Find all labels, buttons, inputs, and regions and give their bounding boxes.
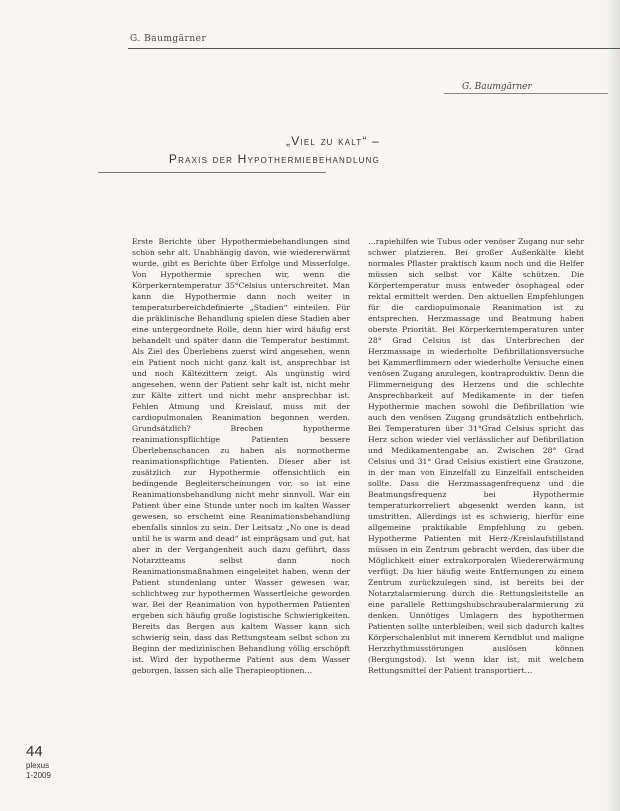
article-title: [80, 132, 380, 168]
header-rule: [128, 48, 620, 49]
body-column-left: [132, 236, 350, 676]
article-title-line1: „Viel zu kalt“ –: [286, 134, 380, 148]
body-text-left: Erste Berichte über Hypothermiebehandlungen sind schon sehr alt. Unabhängig davon, wie wiedererwärmt wurde, gibt es Berichte über Erfolge und Misserfolge. Von Hypothermie sprechen wir, wenn die Körperkerntemperatur 35°Celsius unterschreitet. Man kann die Hypothermie dann noch weiter in temperaturbereichdefinierte „Stadien“ einteilen. Für die präklinische Behandlung spielen diese Stadien aber eine untergeordnete Rolle, denn hier wird häufig erst behandelt und später dann die Temperatur bestimmt. Als Ziel des Überlebens zuerst wird angesehen, wenn ein Patient noch nicht ganz kalt ist, ansprechbar ist und noch Kältezittern zeigt. Als ungünstig wird angesehen, wenn der Patient sehr kalt ist, nicht mehr zur Kälte zittert und nicht mehr ansprechbar ist. Fehlen Atmung und Kreislauf, muss mit der cardiopulmonalen Reanimation begonnen werden. Grundsätzlich? Brechen hypotherme reanimationspflichtige Patienten bessere Überlebenschancen zu haben als normotherme reanimationspflichtige Patienten. Dieser aber ist zusätzlich zur Hypothermie offensichtlich ein bedingende Begleiterscheinungen vor, so ist eine Reanimationsbehandlung nicht mehr sinnvoll. War ein Patient über eine Stunde unter noch im kalten Wasser gewesen, so erscheint eine Reanimationsbehandlung ebenfalls sinnlos zu sein. Der Leitsatz „No one is dead until he is warm and dead“ ist einprägsam und gut, hat aber in der Vergangenheit auch dazu geführt, dass Notarztteams selbst dann noch Reanimationsmaßnahmen eingeleitet haben, wenn der Patient stundenlang unter Wasser gewesen war, schlichtweg zur hypothermen Wassertleiche geworden war. Bei der Reanimation von hypothermen Patienten ergeben sich häufig große logistische Schwierigkeiten. Bereits das Bergen aus kaltem Wasser kann sich schwierig sein, dass das Rettungsteam selbst schon zu Beginn der medizinischen Behandlung völlig erschöpft ist. Wird der hypotherme Patient aus dem Wasser geborgen, lassen sich alle Therapieoptionen…: [132, 237, 350, 675]
page-footer-sidebar: [26, 744, 66, 781]
journal-name: plexus: [26, 761, 50, 770]
page-number: 44: [26, 743, 43, 760]
issue-number: 1-2009: [26, 771, 51, 780]
page-edge-shadow: [606, 0, 620, 811]
body-column-right: [368, 236, 584, 676]
article-title-line2: Praxis der Hypothermiebehandlung: [168, 152, 380, 166]
running-header-author: G. Baumgärner: [130, 34, 207, 44]
title-rule: [98, 172, 326, 173]
author-rule: [444, 93, 608, 94]
article-author: G. Baumgärner: [462, 82, 532, 92]
body-text-right: …rapiehilfen wie Tubus oder venöser Zugang nur sehr schwer platzieren. Bei großer Außenkälte klebt normales Pflaster praktisch kaum noch und die Helfer müssen sich selbst vor Kälte schützen. Die Körpertemperatur muss entweder ösophageal oder rektal ermittelt werden. Den aktuellen Empfehlungen für die cardiopulmonale Reanimation ist zu entsprechen. Herzmassage und Beatmung haben oberste Priorität. Bei Körperkerntemperaturen unter 28° Grad Celsius ist das Unterbrechen der Herzmassage in wiederholte Defibrillationsversuche bei Kammerflimmern oder wiederholte Versuche einen venösen Zugang anzulegen, kontraproduktiv. Denn die Flimmerneigung des Herzens und die schlechte Ansprechbarkeit auf Medikamente in der tiefen Hypothermie machen sowohl die Defibrillation wie auch den venösen Zugang grundsätzlich entbehrlich. Bei Temperaturen über 31°Grad Celsius spricht das Herz schon wieder viel verlässlicher auf Defibrillation und Medikamentengabe an. Zwischen 28° Grad Celsius und 31° Grad Celsius existiert eine Grauzone, in der man von Einzelfall zu Einzelfall entscheiden sollte. Dass die Herzmassagenfrequenz und die Beatmungsfrequenz bei Hypothermie temperaturkorreliert abgesenkt werden kann, ist umstritten. Allerdings ist es schwierig, hierfür eine allgemeine praktikable Empfehlung zu geben. Hypotherme Patienten mit Herz-/Kreislaufstillstand müssen in ein Zentrum gebracht werden, das über die Möglichkeit einer extrakorporalen Wiedererwärmung verfügt. Da hier häufig weite Entfernungen zu einem Zentrum zurückzulegen sind, ist bereits bei der Notarztalarmierung durch die Rettungsleitstelle an eine parallele Rettungshubschrauberalarmierung zu denken. Unnötiges Umlagern des hypothermen Patienten sollte unterbleiben, weil sich dadurch kaltes Körperschalenblut mit innerem Kerndblut und maligne Herzrhythmusstörungen auslösen können (Bergungstod). Ist wenn klar ist, mit welchem Rettungsmittel der Patient transportiert…: [368, 237, 584, 675]
